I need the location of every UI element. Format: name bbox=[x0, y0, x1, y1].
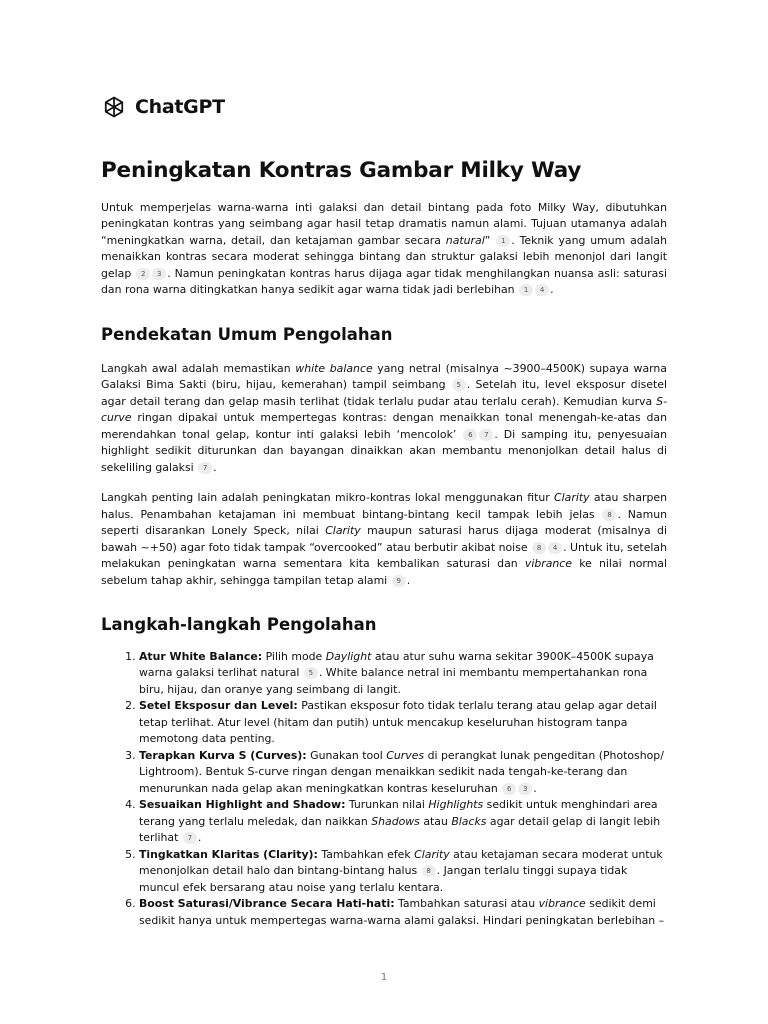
citation-badge[interactable]: 5 bbox=[304, 667, 318, 679]
citation-badge[interactable]: 4 bbox=[548, 542, 562, 554]
citation-badge[interactable]: 2 bbox=[136, 268, 150, 280]
document-page bbox=[101, 96, 667, 929]
openai-logo-icon bbox=[101, 94, 127, 120]
document-title: Peningkatan Kontras Gambar Milky Way bbox=[101, 158, 582, 183]
citation-badge[interactable]: 9 bbox=[392, 575, 406, 587]
list-item: 3. Terapkan Kurva S (Curves): Gunakan tool Curves di perangkat lunak pengeditan (Photoshop/ Lightroom). Bentuk S-curve ringan dengan menaikkan sedikit nada tengah-ke-terang dan menurunkan nada gelap akan meningkatkan kontras keseluruhan 6 3 . bbox=[139, 748, 667, 798]
paragraph: Langkah awal adalah memastikan white balance yang netral (misalnya ~3900–4500K) supaya warna Galaksi Bima Sakti (biru, hijau, kemerahan) tampil seimbang 5 . Setelah itu, level eksposur disetel agar detail terang dan gelap masih terlihat (tidak terlalu pudar atau terlalu cerah). Kemudian kurva S-curve ringan dipakai untuk mempertegas kontras: dengan menaikkan tonal menengah-ke-atas dan merendahkan tonal gelap, kontur inti galaksi lebih ‘mencolok’ 6 7 . Di samping itu, penyesuaian highlight sedikit diturunkan dan bayangan dinaikkan akan membantu menonjolkan detail halus di sekeliling galaksi 7 . bbox=[101, 361, 667, 474]
citation-badge[interactable]: 6 bbox=[502, 783, 516, 795]
citation-badge[interactable]: 8 bbox=[532, 542, 546, 554]
list-item: 6. Boost Saturasi/Vibrance Secara Hati-hati: Tambahkan saturasi atau vibrance sedikit demi sedikit hanya untuk mempertegas warna-warna alami galaksi. Hindari peningkatan berlebihan – bbox=[139, 896, 667, 929]
list-item: 2. Setel Eksposur dan Level: Pastikan eksposur foto tidak terlalu terang atau gelap agar detail tetap terlihat. Atur level (hitam dan putih) untuk mencakup keseluruhan histogram tanpa memotong data penting. bbox=[139, 698, 667, 748]
list-item: 5. Tingkatkan Klaritas (Clarity): Tambahkan efek Clarity atau ketajaman secara moderat untuk menonjolkan detail halo dan bintang-bintang halus 8 . Jangan terlalu tinggi supaya tidak muncul efek bersarang atau noise yang terlalu kentara. bbox=[139, 847, 667, 897]
citation-badge[interactable]: 3 bbox=[518, 783, 532, 795]
citation-badge[interactable]: 6 bbox=[463, 429, 477, 441]
citation-badge[interactable]: 7 bbox=[479, 429, 493, 441]
citation-badge[interactable]: 8 bbox=[602, 509, 616, 521]
page-number: 1 bbox=[380, 972, 388, 983]
section-heading: Pendekatan Umum Pengolahan bbox=[101, 324, 393, 344]
citation-badge[interactable]: 1 bbox=[496, 235, 510, 247]
section-heading: Langkah-langkah Pengolahan bbox=[101, 615, 377, 635]
brand-name: ChatGPT bbox=[135, 96, 225, 118]
citation-badge[interactable]: 3 bbox=[152, 268, 166, 280]
intro-paragraph: Untuk memperjelas warna-warna inti galaksi dan detail bintang pada foto Milky Way, dibutuhkan peningkatan kontras yang seimbang agar hasil tetap dramatis namun alami. Tujuan utamanya adalah “meningkatkan warna, detail, dan ketajaman gambar secara natural” 1 . Teknik yang umum adalah menaikkan kontras secara moderat sehingga bintang dan struktur galaksi lebih menonjol dari langit gelap 2 3 . Namun peningkatan kontras harus dijaga agar tidak menghilangkan nuansa asli: saturasi dan rona warna ditingkatkan hanya sedikit agar warna tidak jadi berlebihan 1 4 . bbox=[101, 200, 667, 297]
citation-badge[interactable]: 7 bbox=[183, 832, 197, 844]
citation-badge[interactable]: 5 bbox=[452, 379, 466, 391]
list-item: 4. Sesuaikan Highlight and Shadow: Turunkan nilai Highlights sedikit untuk menghindari area terang yang terlalu meledak, dan naikkan Shadows atau Blacks agar detail gelap di langit lebih terlihat 7 . bbox=[139, 797, 667, 847]
brand-header bbox=[101, 96, 667, 118]
citation-badge[interactable]: 1 bbox=[519, 284, 533, 296]
list-item: 1. Atur White Balance: Pilih mode Daylight atau atur suhu warna sekitar 3900K–4500K supaya warna galaksi terlihat natural 5 . White balance netral ini membantu mempertahankan rona biru, hijau, dan oranye yang seimbang di langit. bbox=[139, 649, 667, 699]
steps-list bbox=[101, 649, 667, 930]
citation-badge[interactable]: 4 bbox=[535, 284, 549, 296]
citation-badge[interactable]: 8 bbox=[422, 865, 436, 877]
citation-badge[interactable]: 7 bbox=[198, 462, 212, 474]
paragraph: Langkah penting lain adalah peningkatan mikro-kontras lokal menggunakan fitur Clarity atau sharpen halus. Penambahan ketajaman ini membuat bintang-bintang kecil tampak lebih jelas 8 . Namun seperti disarankan Lonely Speck, nilai Clarity maupun saturasi harus dijaga moderat (misalnya di bawah ~+50) agar foto tidak tampak “overcooked” atau berbutir akibat noise 8 4 . Untuk itu, setelah melakukan peningkatan warna sementara kita kembalikan saturasi dan vibrance ke nilai normal sebelum tahap akhir, sehingga tampilan tetap alami 9 . bbox=[101, 491, 668, 587]
